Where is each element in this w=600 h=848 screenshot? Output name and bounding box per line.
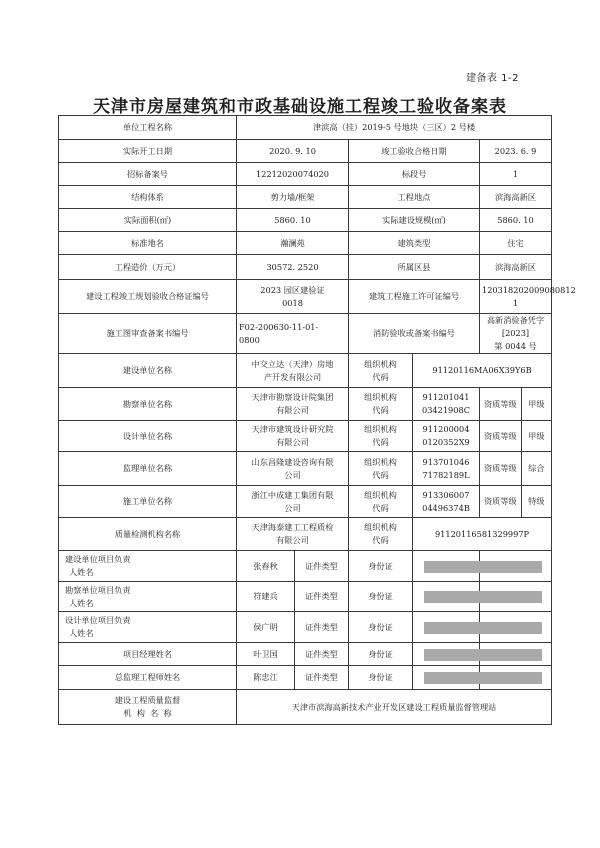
org-row [59,388,552,421]
tender-record-no: 12212020074020 [237,163,349,186]
text-line: 有限公司 [276,405,309,415]
field-label: 标准地名 [59,232,237,255]
text-line: 天津市建筑设计研究院 [251,424,334,434]
field-label: 实际建设规模(㎡) [349,209,480,232]
cert-type-label: 证件类型 [295,643,349,666]
text-line: 911201041 [422,392,470,402]
person-row [59,582,552,612]
text-line: 有限公司 [276,437,309,447]
design-grade: 甲级 [528,430,545,441]
field-label: 质量检测机构名称 [59,518,237,551]
org-code-label [349,486,413,518]
org-code-label [349,388,413,421]
form-row [59,232,552,255]
cert-no-value [480,551,552,582]
text-line: 人姓名 [69,567,94,577]
qualification-label: 资质等级 [480,452,521,485]
person-row [59,643,552,666]
form-row [59,163,552,186]
cert-type-value: 身份证 [349,612,413,643]
text-line: 913306007 [422,489,470,500]
text-line: 911200004 [422,424,470,434]
text-line: 建设单位项目负责 [65,554,131,564]
text-line: 代码 [372,437,389,447]
form-row [59,186,552,209]
field-label: 工程地点 [349,186,480,209]
redacted-id-number [424,672,542,684]
qualification-cell [480,388,552,421]
text-line: 高新消验备凭字[2023] [486,315,545,338]
planning-cert-no [237,280,349,314]
org-row [59,421,552,452]
form-number: 建备表 1-2 [466,73,520,84]
person-name: 陈忠江 [237,666,295,690]
page-title: 天津市房屋建筑和市政基础设施工程竣工验收备案表 [93,97,507,117]
text-line: 代码 [372,535,389,545]
field-label: 招标备案号 [59,163,237,186]
actual-scale: 5860. 10 [480,209,552,232]
text-line: 组织机构 [364,424,397,434]
field-label: 标段号 [349,163,480,186]
person-name: 符建兵 [237,582,295,612]
supervision-org-code [413,452,480,486]
text-line: 公司 [284,469,301,480]
person-role-label [59,612,237,643]
text-line: 组织机构 [364,489,397,500]
org-row [59,518,552,551]
cert-type-value: 身份证 [349,666,413,690]
cert-type-value: 身份证 [349,643,413,666]
supervision-grade: 综合 [528,463,545,473]
qualification-cell [480,452,552,486]
text-line: 产开发有限公司 [263,371,322,382]
field-label: 施工单位名称 [59,486,237,518]
field-label: 所属区县 [349,255,480,280]
survey-org-code [413,388,480,421]
org-row [59,452,552,486]
construction-permit-no: 120318202009080812​1 [480,280,552,314]
person-role-label: 项目经理姓名 [59,643,237,666]
redacted-id-number [424,649,542,661]
org-code-label [349,518,413,551]
redacted-id-number [424,561,542,573]
cert-type-label: 证件类型 [295,666,349,690]
drawing-review-no [237,314,349,354]
cert-type-label: 证件类型 [295,551,349,582]
survey-grade: 甲级 [528,398,545,409]
design-org-name [237,421,349,452]
construction-grade: 特级 [528,496,545,506]
cert-no-value [480,643,552,666]
field-label: 建筑类型 [349,232,480,255]
survey-org-name [237,388,349,421]
text-line: 组织机构 [364,392,397,402]
text-line: 04496374B [422,502,470,513]
person-row [59,612,552,643]
district: 滨海高新区 [480,255,552,280]
section-no: 1 [480,163,552,186]
qualification-label: 资质等级 [480,388,521,420]
text-line: 913701046 [422,456,470,467]
redacted-id-number [424,591,542,603]
project-cost: 30572. 2520 [237,255,349,280]
form-row [59,116,552,140]
supervision-station-row [59,690,552,725]
text-line: 机 构 名 称 [123,708,172,718]
text-line: 0018 [282,297,303,308]
actual-area: 5860. 10 [237,209,349,232]
field-label: 竣工验收合格日期 [349,140,480,163]
text-line: 2023 园区建验证 [260,284,325,295]
building-type: 住宅 [480,232,552,255]
cert-type-value: 身份证 [349,551,413,582]
qualification-label: 资质等级 [480,421,521,451]
person-row [59,666,552,690]
org-code-label [349,452,413,486]
text-line: 中交立达（天津）房地 [251,358,334,369]
text-line: 组织机构 [364,522,397,532]
construction-org-code [413,486,480,518]
field-label: 工程造价（万元） [59,255,237,280]
testing-org-name [237,518,349,551]
field-label: 实际开工日期 [59,140,237,163]
construction-org-name [237,486,349,518]
cert-no-value [480,666,552,690]
org-code-label [349,354,413,388]
text-line: 勘察单位项目负责 [65,584,131,595]
text-line: 有限公司 [276,535,309,545]
person-role-label [59,551,237,582]
form-row [59,209,552,232]
text-line: 组织机构 [364,456,397,467]
field-label: 实际面积(㎡) [59,209,237,232]
supervision-station-name: 天津市滨海高新技术产业开发区建设工程质量监督管理站 [237,690,552,725]
cert-no-value [480,582,552,612]
project-location: 滨海高新区 [480,186,552,209]
form-row [59,255,552,280]
fire-acceptance-no [480,314,552,354]
text-line: 山东昌隆建设咨询有限 [251,456,334,467]
person-role-label: 总监理工程师姓名 [59,666,237,690]
text-line: 代码 [372,502,389,513]
text-line: F02-200630-11-01- [239,321,319,332]
field-label: 单位工程名称 [59,116,237,140]
text-line: 浙江中成建工集团有限 [251,489,334,500]
person-name: 张春秋 [237,551,295,582]
standard-place-name: 瀚澜苑 [237,232,349,255]
qualification-label: 资质等级 [480,486,521,517]
supervision-org-name [237,452,349,486]
cert-type-label: 证件类型 [295,612,349,643]
text-line: 人姓名 [69,628,94,638]
acceptance-date: 2023. 6. 9 [480,140,552,163]
qualification-cell [480,486,552,518]
text-line: 71782189L [422,469,470,480]
qualification-cell [480,421,552,452]
text-line: 天津海泰建工工程质检 [251,522,334,532]
text-line: 设计单位项目负责 [65,615,131,625]
field-label: 监理单位名称 [59,452,237,486]
developer-name [237,354,349,388]
person-role-label [59,582,237,612]
cert-type-value: 身份证 [349,582,413,612]
actual-start-date: 2020. 9. 10 [237,140,349,163]
record-form-table [58,115,576,725]
text-line: 代码 [372,371,389,382]
design-org-code [413,421,480,452]
testing-org-code: 91120116581329997P [413,518,552,551]
field-label: 建设工程竣工规划验收合格证编号 [59,280,237,314]
text-line: 03421908C [422,405,470,415]
form-row [59,280,552,314]
cert-type-label: 证件类型 [295,582,349,612]
field-label: 施工图审查备案书编号 [59,314,237,354]
field-label: 建设单位名称 [59,354,237,388]
field-label: 消防验收或备案书编号 [349,314,480,354]
text-line: 第 0044 号 [494,341,537,351]
form-row [59,314,552,354]
text-line: 公司 [284,502,301,513]
text-line: 代码 [372,405,389,415]
person-name: 侯广明 [237,612,295,643]
text-line: 天津市勘察设计院集团 [251,392,334,402]
text-line: 代码 [372,469,389,480]
field-label: 结构体系 [59,186,237,209]
field-label [59,690,237,725]
text-line: 0800 [239,334,260,345]
redacted-id-number [424,622,542,634]
org-row [59,354,552,388]
org-code-label [349,421,413,452]
text-line: 0120352X9 [422,437,470,447]
person-row [59,551,552,582]
text-line: 建设工程质量监督 [114,695,181,705]
person-name: 叶卫国 [237,643,295,666]
field-label: 设计单位名称 [59,421,237,452]
developer-org-code: 91120116MA06X39Y6B [413,354,552,388]
text-line: 人姓名 [69,597,94,608]
text-line: 组织机构 [364,358,397,369]
form-row [59,140,552,163]
structure-system: 剪力墙/框架 [237,186,349,209]
org-row [59,486,552,518]
unit-project-name: 津滨高（挂）2019-5 号地块（三区）2 号楼 [237,116,552,140]
field-label: 勘察单位名称 [59,388,237,421]
cert-no-value [480,612,552,643]
field-label: 建筑工程施工许可证编号 [349,280,480,314]
